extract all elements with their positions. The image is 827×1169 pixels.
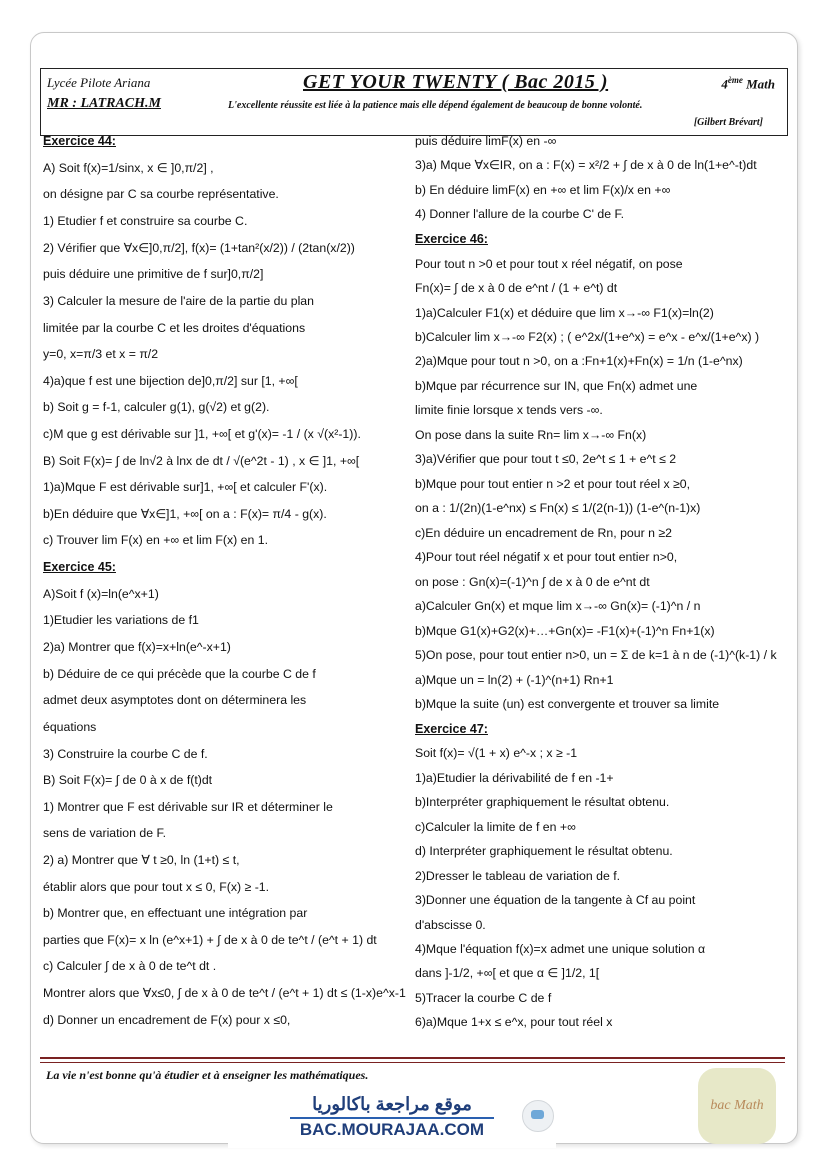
class-subject: Math [742, 76, 775, 92]
site-name-arabic: موقع مراجعة باكالوريا [312, 1094, 472, 1114]
exercise-line: on pose : Gn(x)=(-1)^n ∫ de x à 0 de e^nt dt [415, 574, 650, 589]
exercise-line: b)Mque G1(x)+G2(x)+…+Gn(x)= -F1(x)+(-1)^n Fn+1(x) [415, 623, 715, 638]
exercise-line: 2)a) Montrer que f(x)=x+ln(e^-x+1) [43, 640, 231, 655]
exercise-line: 4)a)que f est une bijection de]0,π/2] sur [1, +∞[ [43, 373, 298, 388]
exercise-title: Exercice 47: [415, 721, 488, 736]
class-level [721, 75, 775, 92]
left-column [43, 134, 411, 1039]
exercise-line: 3) Construire la courbe C de f. [43, 746, 208, 761]
banner-underline [290, 1117, 494, 1119]
exercise-line: b)Mque la suite (un) est convergente et trouver sa limite [415, 697, 720, 712]
exercise-line: c) Trouver lim F(x) en +∞ et lim F(x) en 1. [43, 533, 269, 548]
exercise-line: 3)a) Mque ∀x∈IR, on a : F(x) = x²/2 + ∫ de x à 0 de ln(1+e^-t)dt [415, 158, 757, 173]
exercise-line: B) Soit F(x)= ∫ de ln√2 à lnx de dt / √(e^2t - 1) , x ∈ ]1, +∞[ [43, 453, 360, 468]
exercise-line: 4)Pour tout réel négatif x et pour tout entier n>0, [415, 550, 678, 565]
exercise-line: b)Calculer lim x→-∞ F2(x) ; ( e^2x/(1+e^x) = e^x - e^x/(1+e^x) ) [415, 330, 760, 344]
exercise-line: 3) Calculer la mesure de l'aire de la partie du plan [43, 293, 314, 308]
exercise-line: 4)Mque l'équation f(x)=x admet une unique solution α [415, 941, 706, 956]
site-url[interactable]: BAC.MOURAJAA.COM [299, 1120, 485, 1139]
exercise-line: b) Déduire de ce qui précède que la courbe C de f [43, 666, 316, 681]
exercise-line: 1) Etudier f et construire sa courbe C. [43, 214, 248, 229]
exercise-line: 4) Donner l'allure de la courbe C' de F. [415, 207, 625, 222]
footer-divider [40, 1057, 785, 1059]
document-header [40, 68, 788, 136]
exercise-title: Exercice 45: [43, 560, 116, 574]
exercise-line: b) Soit g = f-1, calculer g(1), g(√2) et g(2). [43, 400, 270, 415]
exercise-line: d) Donner un encadrement de F(x) pour x ≤0, [43, 1012, 291, 1027]
exercise-line: B) Soit F(x)= ∫ de 0 à x de f(t)dt [43, 773, 213, 788]
exercise-line: a)Mque un = ln(2) + (-1)^(n+1) Rn+1 [415, 672, 614, 687]
exercise-line: puis déduire limF(x) en -∞ [415, 134, 557, 148]
school-name: Lycée Pilote Ariana [47, 75, 151, 90]
exercise-line: 3)Donner une équation de la tangente à Cf au point [415, 893, 696, 908]
exercise-line: y=0, x=π/3 et x = π/2 [43, 347, 159, 362]
exercise-line: b)En déduire que ∀x∈]1, +∞[ on a : F(x)= π/4 - g(x). [43, 506, 327, 521]
exercise-line: 5)Tracer la courbe C de f [415, 990, 552, 1005]
exercise-line: Fn(x)= ∫ de x à 0 de e^nt / (1 + e^t) dt [415, 281, 618, 296]
exercise-line: dans ]-1/2, +∞[ et que α ∈ ]1/2, 1[ [415, 966, 600, 981]
quote-author: [Gilbert Brévart] [693, 117, 763, 128]
exercise-line: équations [43, 719, 97, 734]
exercise-line: parties que F(x)= x ln (e^x+1) + ∫ de x à 0 de te^t / (e^t + 1) dt [43, 932, 377, 947]
exercise-title: Exercice 44: [43, 134, 116, 148]
document-title: GET YOUR TWENTY ( Bac 2015 ) [303, 71, 609, 93]
exercise-line: c)Calculer la limite de f en +∞ [415, 819, 576, 834]
exercise-line: limite finie lorsque x tends vers -∞. [415, 403, 603, 418]
exercise-line: 6)a)Mque 1+x ≤ e^x, pour tout réel x [415, 1015, 613, 1030]
exercise-line: établir alors que pour tout x ≤ 0, F(x) ≥ -1. [43, 879, 270, 894]
exercise-line: b) Montrer que, en effectuant une intégration par [43, 906, 308, 921]
exercise-line: d'abscisse 0. [415, 917, 486, 932]
exercise-line: on désigne par C sa courbe représentative. [43, 187, 279, 202]
footer-quote: La vie n'est bonne qu'à étudier et à enseigner les mathématiques. [46, 1068, 369, 1082]
exercise-line: 2)Dresser le tableau de variation de f. [415, 868, 621, 883]
exercise-line: c)En déduire un encadrement de Rn, pour n ≥2 [415, 525, 672, 540]
exercise-line: b)Mque pour tout entier n >2 et pour tout réel x ≥0, [415, 476, 691, 491]
exercise-line: 1) Montrer que F est dérivable sur IR et déterminer le [43, 799, 333, 814]
footer-divider-thin [40, 1062, 785, 1063]
exercise-line: 1)a)Etudier la dérivabilité de f en -1+ [415, 770, 614, 785]
exercise-line: on a : 1/(2n)(1-e^nx) ≤ Fn(x) ≤ 1/(2(n-1)) (1-e^(n-1)x) [415, 501, 701, 516]
exercise-line: 3)a)Vérifier que pour tout t ≤0, 2e^t ≤ 1 + e^t ≤ 2 [415, 452, 677, 467]
exercise-line: A)Soit f (x)=ln(e^x+1) [43, 586, 159, 601]
bac-math-badge: bac Math [698, 1068, 776, 1144]
exercise-line: b) En déduire limF(x) en +∞ et lim F(x)/x en +∞ [415, 182, 671, 197]
exercise-line: 1)Etudier les variations de f1 [43, 613, 199, 628]
exercise-line: c)M que g est dérivable sur ]1, +∞[ et g'(x)= -1 / (x √(x²-1)). [43, 426, 361, 441]
exercise-line: a)Calculer Gn(x) et mque lim x→-∞ Gn(x)= (-1)^n / n [415, 599, 701, 614]
exercise-line: Montrer alors que ∀x≤0, ∫ de x à 0 de te^t / (e^t + 1) dt ≤ (1-x)e^x-1 [43, 986, 406, 1000]
exercise-line: b)Mque par récurrence sur IN, que Fn(x) admet une [415, 378, 698, 393]
exercise-line: 1)a)Calculer F1(x) et déduire que lim x→-∞ F1(x)=ln(2) [415, 305, 714, 320]
exercise-line: puis déduire une primitive de f sur]0,π/2] [43, 267, 264, 282]
header-quote: L'excellente réussite est liée à la patience mais elle dépend également de beaucoup de bonne volonté. [228, 100, 643, 111]
class-sup: ème [727, 75, 743, 85]
exercise-line: 2)a)Mque pour tout n >0, on a :Fn+1(x)+Fn(x) = 1/n (1-e^nx) [415, 354, 743, 369]
exercise-line: 2) a) Montrer que ∀ t ≥0, ln (1+t) ≤ t, [43, 852, 240, 867]
right-column [415, 134, 787, 1040]
exercise-title: Exercice 46: [415, 231, 488, 246]
exercise-line: On pose dans la suite Rn= lim x→-∞ Fn(x) [415, 427, 647, 442]
exercise-line: c) Calculer ∫ de x à 0 de te^t dt . [43, 959, 217, 974]
exercise-line: Soit f(x)= √(1 + x) e^-x ; x ≥ -1 [415, 746, 578, 761]
teacher-name: MR : LATRACH.M [47, 96, 161, 111]
exercise-line: 5)On pose, pour tout entier n>0, un = Σ de k=1 à n de (-1)^(k-1) / k [415, 648, 777, 663]
site-logo-right [522, 1100, 554, 1132]
exercise-line: A) Soit f(x)=1/sinx, x ∈ ]0,π/2] , [43, 160, 214, 175]
exercise-line: admet deux asymptotes dont on déterminera les [43, 693, 307, 708]
exercise-line: b)Interpréter graphiquement le résultat obtenu. [415, 795, 670, 810]
exercise-line: d) Interpréter graphiquement le résultat obtenu. [415, 844, 673, 859]
exercise-line: 2) Vérifier que ∀x∈]0,π/2], f(x)= (1+tan²(x/2)) / (2tan(x/2)) [43, 240, 355, 255]
exercise-line: 1)a)Mque F est dérivable sur]1, +∞[ et calculer F'(x). [43, 480, 328, 495]
class-number: 4 [721, 76, 728, 92]
exercise-line: sens de variation de F. [43, 826, 167, 841]
exercise-line: Pour tout n >0 et pour tout x réel négatif, on pose [415, 256, 683, 271]
exercise-line: limitée par la courbe C et les droites d'équations [43, 320, 306, 335]
site-banner[interactable] [228, 1092, 556, 1148]
